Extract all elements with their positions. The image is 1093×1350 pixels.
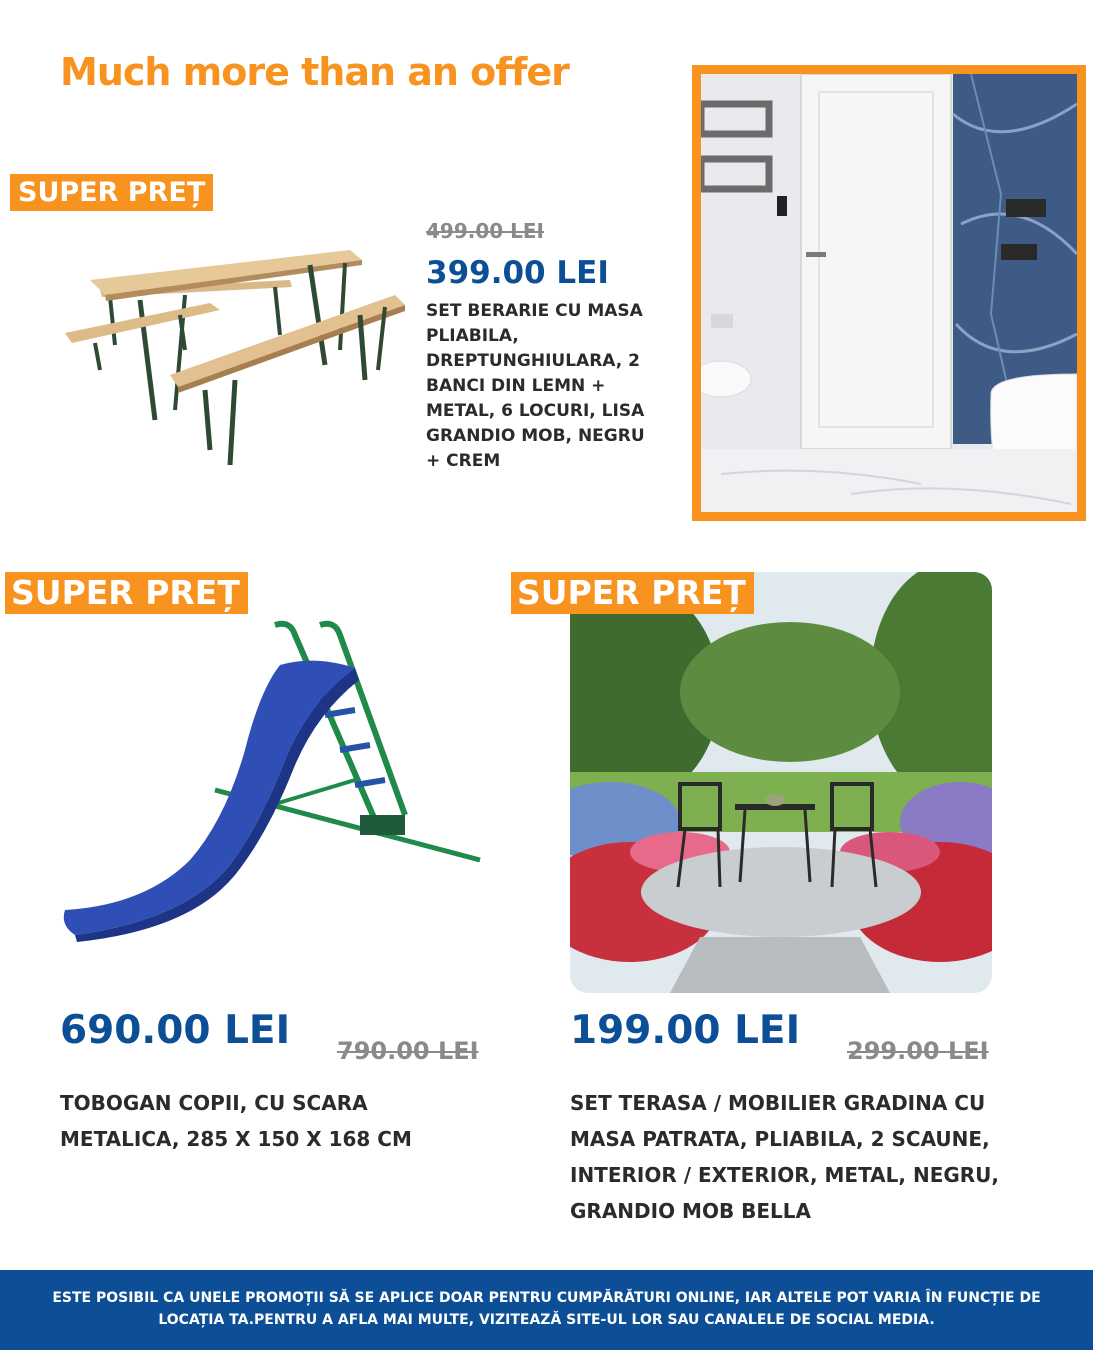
new-price: 199.00 LEI	[570, 1008, 801, 1053]
product-description[interactable]: SET TERASA / MOBILIER GRADINA CU MASA PATRATA, PLIABILA, 2 SCAUNE, INTERIOR / EXTERIOR, METAL, NEGRU, GRANDIO MOB BELLA	[570, 1091, 1000, 1223]
bathroom-promo-image[interactable]	[692, 65, 1086, 521]
product-description[interactable]: TOBOGAN COPII, CU SCARA METALICA, 285 X 150 X 168 CM	[60, 1091, 412, 1151]
old-price: 299.00 LEI	[847, 1037, 989, 1065]
kids-slide-image[interactable]	[55, 620, 485, 950]
old-price: 790.00 LEI	[337, 1037, 479, 1065]
slide-illustration	[55, 620, 485, 950]
super-price-badge: SUPER PREȚ	[511, 572, 754, 614]
page-headline: Much more than an offer	[60, 50, 569, 94]
new-price: 690.00 LEI	[60, 1008, 291, 1053]
footer-disclaimer: ESTE POSIBIL CA UNELE PROMOȚII SĂ SE APLICE DOAR PENTRU CUMPĂRĂTURI ONLINE, IAR ALTELE POT VARIA ÎN FUNCȚIE DE LOCAȚIA TA.PENTRU A AFLA MAI MULTE, VIZITEAZĂ SITE-UL LOR SAU CANALELE DE SOCIAL MEDIA.	[0, 1270, 1093, 1350]
old-price: 499.00 LEI	[426, 219, 544, 243]
beer-table-set-image[interactable]	[60, 245, 405, 475]
super-price-badge: SUPER PREȚ	[10, 174, 213, 211]
bathroom-illustration	[701, 74, 1077, 512]
super-price-badge: SUPER PREȚ	[5, 572, 248, 614]
garden-set-image[interactable]	[570, 572, 992, 993]
bench-illustration	[60, 245, 405, 475]
new-price: 399.00 LEI	[426, 255, 609, 291]
product-description[interactable]: SET BERARIE CU MASA PLIABILA, DREPTUNGHIULARA, 2 BANCI DIN LEMN + METAL, 6 LOCURI, LISA GRANDIO MOB, NEGRU + CREM	[426, 301, 645, 471]
garden-illustration	[570, 572, 992, 993]
